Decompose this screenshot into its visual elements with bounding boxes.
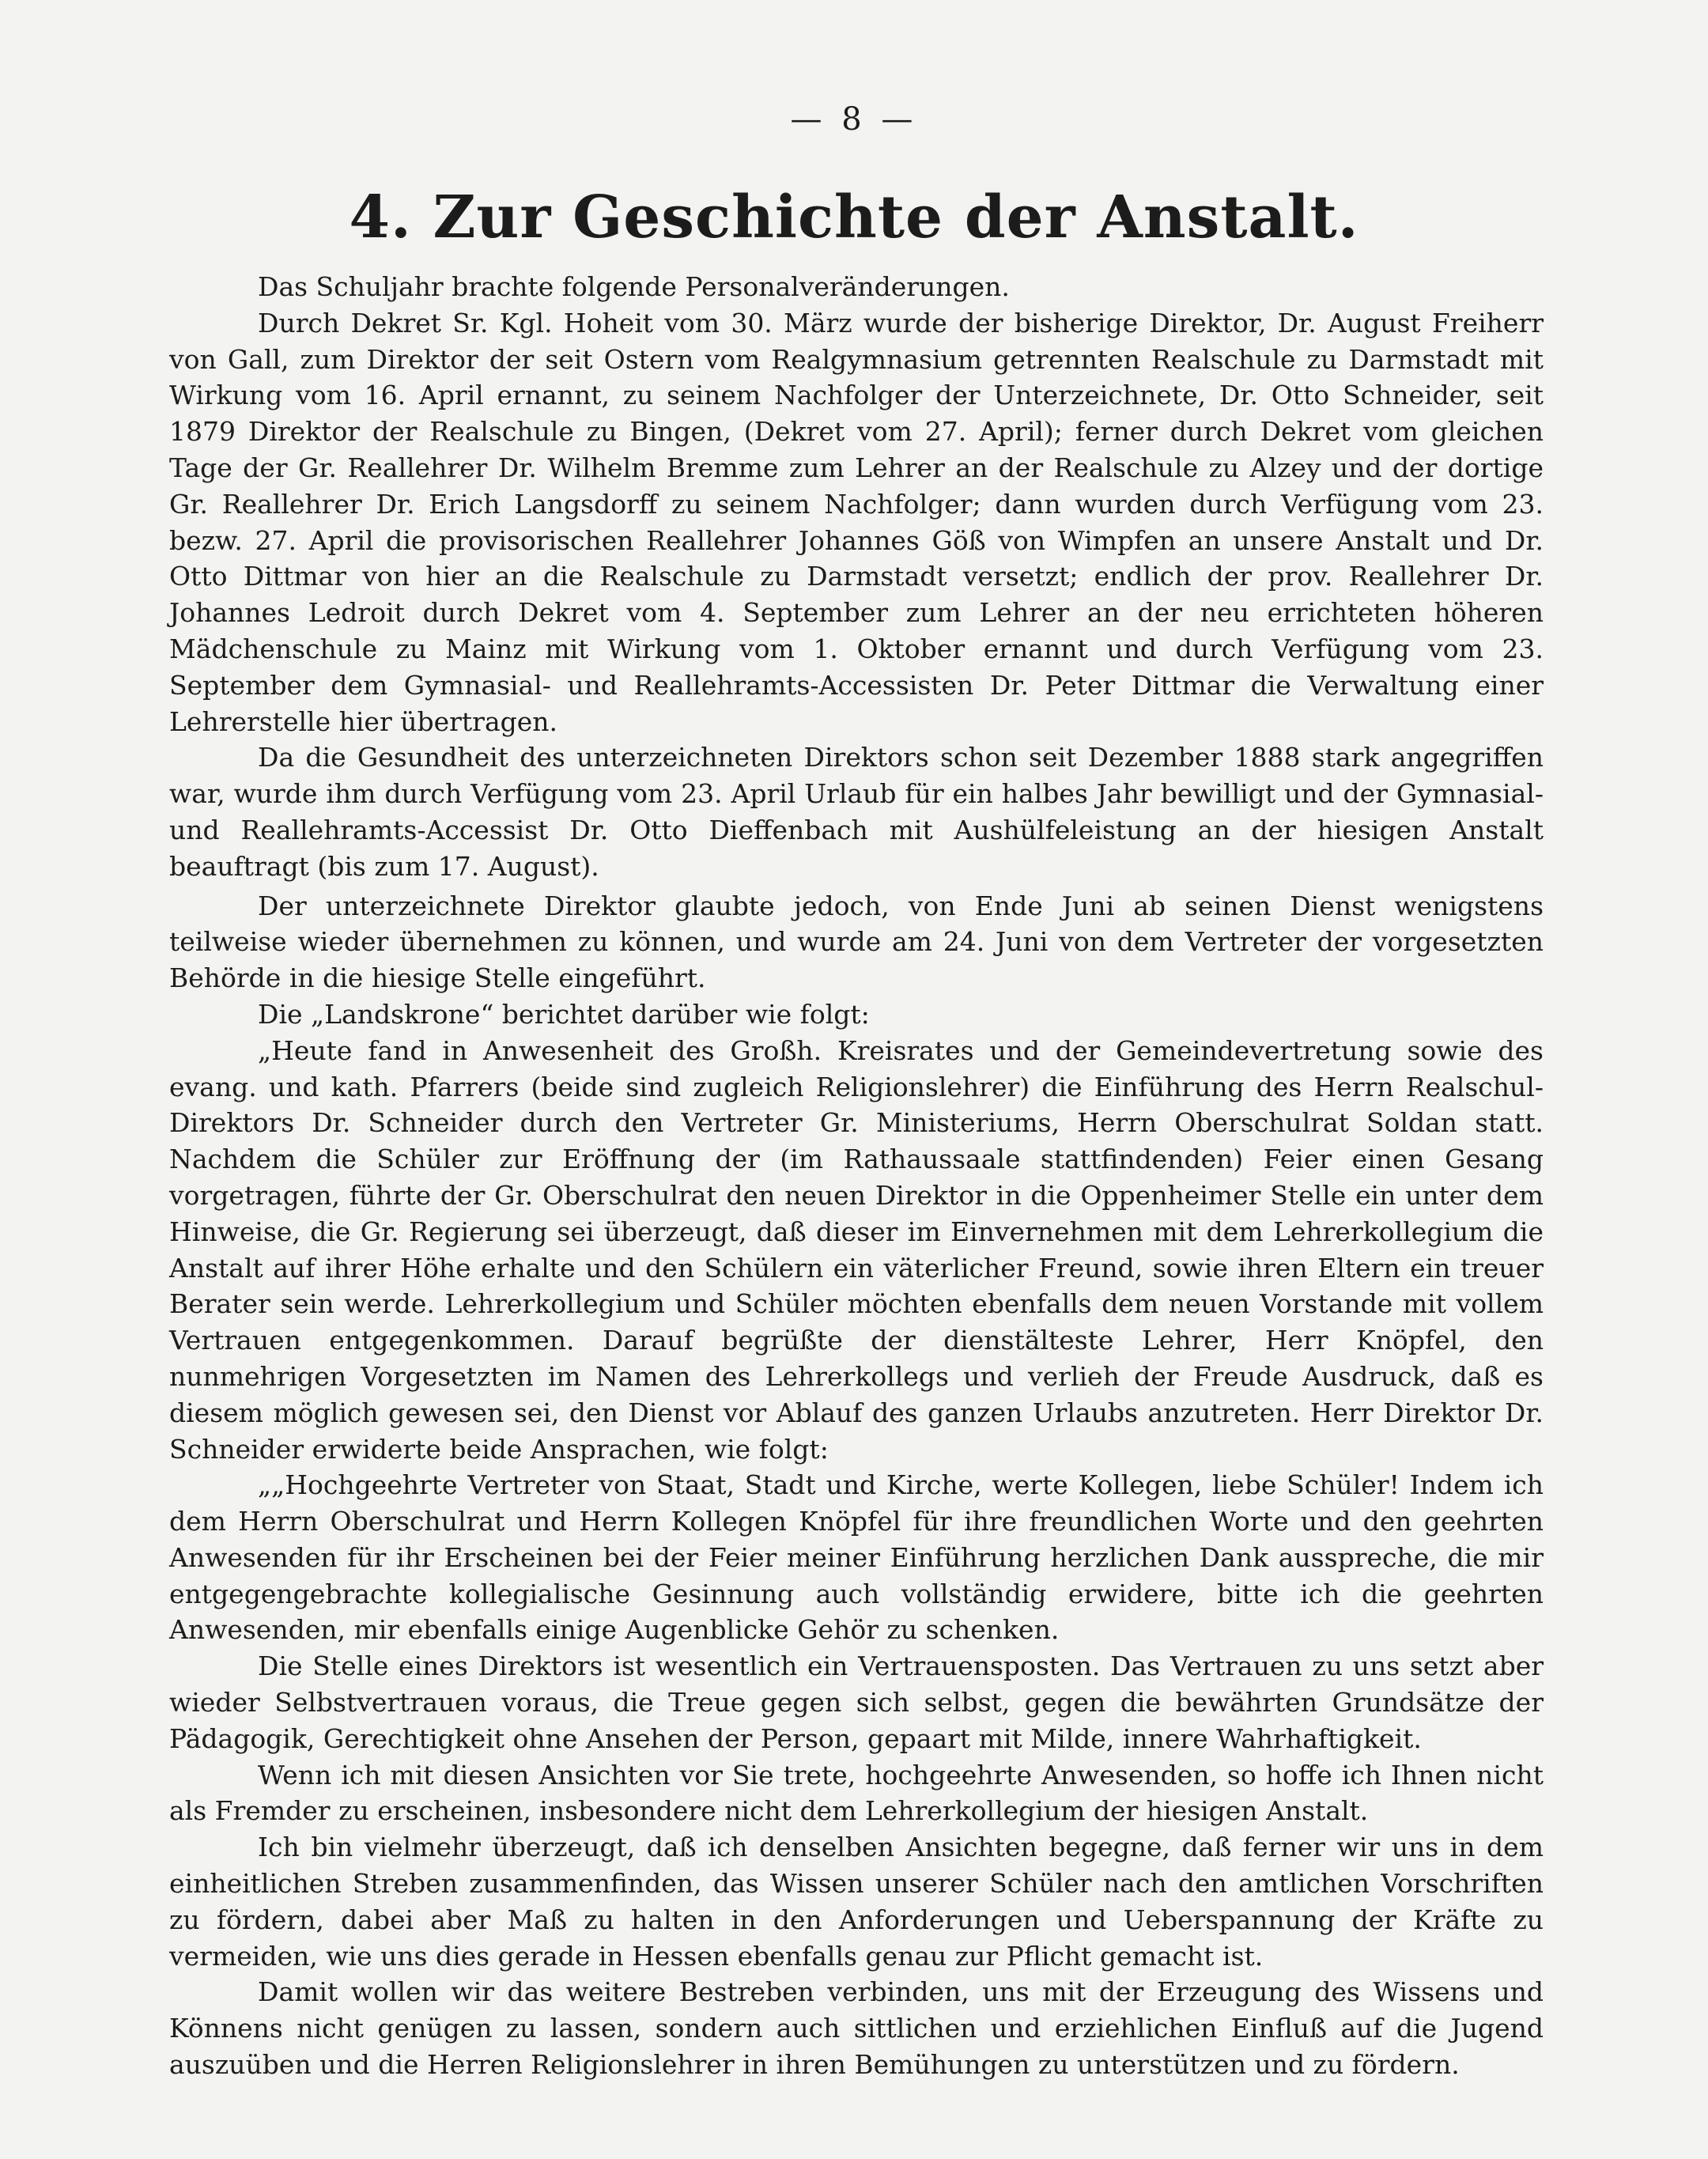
paragraph-speech-conviction: Ich bin vielmehr überzeugt, daß ich denselben Ansichten begegne, daß ferner wir uns in dem einheitlichen Streben zusammenfinden, das Wissen unserer Schüler nach den amtlichen Vorschriften zu fördern, dabei aber Maß zu halten in den Anforderungen und Ueberspannung der Kräfte zu vermeiden, wie uns dies gerade in Hessen ebenfalls genau zur Pflicht gemacht ist.	[169, 1832, 1544, 1972]
paragraph-personnel-changes: Durch Dekret Sr. Kgl. Hoheit vom 30. März wurde der bisherige Direktor, Dr. August Freiherr von Gall, zum Direktor der seit Ostern vom Realgymnasium getrennten Realschule zu Darmstadt mit Wirkung vom 16. April ernannt, zu seinem Nachfolger der Unterzeichnete, Dr. Otto Schneider, seit 1879 Direktor der Realschule zu Bingen, (Dekret vom 27. April); ferner durch Dekret vom gleichen Tage der Gr. Reallehrer Dr. Wilhelm Bremme zum Lehrer an der Realschule zu Alzey und der dortige Gr. Reallehrer Dr. Erich Langsdorff zu seinem Nachfolger; dann wurden durch Verfügung vom 23. bezw. 27. April die provisorischen Reallehrer Johannes Göß von Wimpfen an unsere Anstalt und Dr. Otto Dittmar von hier an die Realschule zu Darmstadt versetzt; endlich der prov. Reallehrer Dr. Johannes Ledroit durch Dekret vom 4. September zum Lehrer an der neu errichteten höheren Mädchenschule zu Mainz mit Wirkung vom 1. Oktober ernannt und durch Verfügung vom 23. September dem Gymnasial- und Reallehramts-Accessisten Dr. Peter Dittmar die Verwaltung einer Lehrerstelle hier übertragen.	[169, 307, 1544, 737]
paragraph-newspaper-report: „Heute fand in Anwesenheit des Großh. Kreisrates und der Gemeindevertretung sowie des evang. und kath. Pfarrers (beide sind zugleich Religionslehrer) die Einführung des Herrn Realschul-Direktors Dr. Schneider durch den Vertreter Gr. Ministeriums, Herrn Oberschulrat Soldan statt. Nachdem die Schüler zur Eröffnung der (im Rathaussaale stattfindenden) Feier einen Gesang vorgetragen, führte der Gr. Oberschulrat den neuen Direktor in die Oppenheimer Stelle ein unter dem Hinweise, die Gr. Regierung sei überzeugt, daß dieser im Einvernehmen mit dem Lehrerkollegium die Anstalt auf ihrer Höhe erhalte und den Schülern ein väterlicher Freund, sowie ihren Eltern ein treuer Berater sein werde. Lehrerkollegium und Schüler möchten ebenfalls dem neuen Vorstande mit vollem Vertrauen entgegenkommen. Darauf begrüßte der dienstälteste Lehrer, Herr Knöpfel, den nunmehrigen Vorgesetzten im Namen des Lehrerkollegs und verlieh der Freude Ausdruck, daß es diesem möglich gewesen sei, den Dienst vor Ablauf des ganzen Urlaubs anzutreten. Herr Direktor Dr. Schneider erwiderte beide Ansprachen, wie folgt:	[169, 1034, 1544, 1465]
paragraph-speech-trust: Die Stelle eines Direktors ist wesentlich ein Vertrauensposten. Das Vertrauen zu uns setzt aber wieder Selbstvertrauen voraus, die Treue gegen sich selbst, gegen die bewährten Grundsätze der Pädagogik, Gerechtigkeit ohne Ansehen der Person, gepaart mit Milde, innere Wahrhaftigkeit.	[169, 1650, 1544, 1754]
paragraph-personnel-intro: Das Schuljahr brachte folgende Personalveränderungen.	[258, 271, 1010, 302]
paragraph-speech-views: Wenn ich mit diesen Ansichten vor Sie trete, hochgeehrte Anwesenden, so hoffe ich Ihnen nicht als Fremder zu erscheinen, insbesondere nicht dem Lehrerkollegium der hiesigen Anstalt.	[169, 1759, 1544, 1827]
body-text	[169, 269, 1544, 2083]
paragraph-speech-opening: „„Hochgeehrte Vertreter von Staat, Stadt und Kirche, werte Kollegen, liebe Schüler! Indem ich dem Herrn Oberschulrat und Herrn Kollegen Knöpfel für ihre freundlichen Worte und den geehrten Anwesenden für ihr Erscheinen bei der Feier meiner Einführung herzlichen Dank ausspreche, die mir entgegengebrachte kollegialische Gesinnung auch vollständig erwidere, bitte ich die geehrten Anwesenden, mir ebenfalls einige Augenblicke Gehör zu schenken.	[169, 1469, 1544, 1646]
paragraph-landskrone-intro: Die „Landskrone“ berichtet darüber wie folgt:	[258, 998, 870, 1030]
section-title: 4. Zur Geschichte der Anstalt.	[349, 183, 1359, 251]
page-number: — 8 —	[790, 101, 918, 138]
paragraph-director-return: Der unterzeichnete Direktor glaubte jedoch, von Ende Juni ab seinen Dienst wenigstens teilweise wieder übernehmen zu können, und wurde am 24. Juni von dem Vertreter der vorgesetzten Behörde in die hiesige Stelle eingeführt.	[169, 890, 1544, 994]
paragraph-director-health: Da die Gesundheit des unterzeichneten Direktors schon seit Dezember 1888 stark angegriffen war, wurde ihm durch Verfügung vom 23. April Urlaub für ein halbes Jahr bewilligt und der Gymnasial- und Reallehramts-Accessist Dr. Otto Dieffenbach mit Aushülfeleistung an der hiesigen Anstalt beauftragt (bis zum 17. August).	[169, 742, 1544, 882]
paragraph-speech-aims: Damit wollen wir das weitere Bestreben verbinden, uns mit der Erzeugung des Wissens und Könnens nicht genügen zu lassen, sondern auch sittlichen und erziehlichen Einfluß auf die Jugend auszuüben und die Herren Religionslehrer in ihren Bemühungen zu unterstützen und zu fördern.	[169, 1976, 1544, 2081]
